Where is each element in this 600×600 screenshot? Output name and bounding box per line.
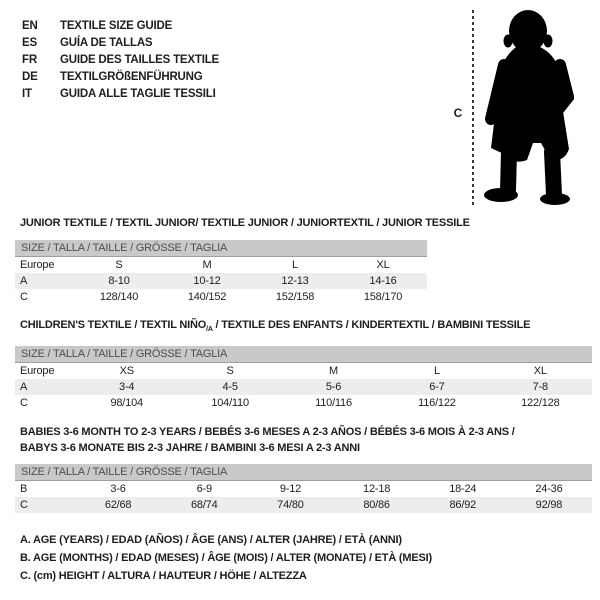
footnote-b: B. AGE (MONTHS) / EDAD (MESES) / ÂGE (MOIS) / ALTER (MONATE) / ETÀ (MESI) [20,552,432,564]
language-title: GUÍA DE TALLAS [60,36,153,49]
language-item-en [22,17,219,34]
section-title-line1: BABIES 3-6 MONTH TO 2-3 YEARS / BEBÉS 3-6 MESES A 2-3 AÑOS / BÉBÉS 3-6 MOIS À 2-3 ANS / [20,426,515,438]
row-label: A [20,381,28,393]
language-code: ES [22,36,37,49]
cell: 98/104 [110,397,143,409]
cell: 3-4 [119,381,135,393]
section-title-subscript: /A [206,326,213,334]
cell: 7-8 [532,381,548,393]
cell: 8-10 [108,275,130,287]
cell: 122/128 [521,397,560,409]
size-table-children [15,346,592,411]
table-row [15,395,592,411]
table-row [15,379,592,395]
cell: L [292,259,298,271]
cell: 116/122 [418,397,456,409]
row-label: C [20,499,28,511]
table-row [15,481,592,497]
language-code: FR [22,53,37,66]
size-table-junior [15,240,427,305]
footnotes [20,531,432,585]
cell: 152/158 [275,291,315,303]
cell: 128/140 [99,291,139,303]
section-title-text: / TEXTILE DES ENFANTS / KINDERTEXTIL / BAMBINI TESSILE [212,319,531,331]
cell: 6-7 [429,381,445,393]
cell: 158/170 [363,291,403,303]
cell: 12-13 [281,275,309,287]
cell: 9-12 [279,483,302,495]
table-row [15,363,592,379]
cell: 18-24 [449,483,477,495]
table-row [15,273,427,289]
height-label-c: C [453,106,463,120]
section-title-text: CHILDREN'S TEXTILE / TEXTIL NIÑO [20,319,207,331]
language-item-fr [22,51,219,68]
cell: 3-6 [110,483,126,495]
language-title: TEXTILE SIZE GUIDE [60,19,173,32]
size-header-bar: SIZE / TALLA / TAILLE / GRÖSSE / TAGLIA [15,240,427,257]
height-dotted-line [472,10,474,208]
cell: 74/80 [277,499,304,511]
cell: M [329,365,338,377]
table-row [15,289,427,305]
cell: 140/152 [187,291,227,303]
language-title: TEXTILGRÖßENFÜHRUNG [60,70,203,83]
size-header-bar: SIZE / TALLA / TAILLE / GRÖSSE / TAGLIA [15,464,592,481]
footnote-a: A. AGE (YEARS) / EDAD (AÑOS) / ÂGE (ANS) / ALTER (JAHRE) / ETÀ (ANNI) [20,534,402,546]
cell: L [433,365,440,377]
language-code: DE [22,70,38,83]
row-label: A [20,275,28,287]
language-code: EN [22,19,38,32]
table-row [15,497,592,513]
cell: 14-16 [369,275,397,287]
cell: 6-9 [196,483,212,495]
section-title-junior: JUNIOR TEXTILE / TEXTIL JUNIOR/ TEXTILE JUNIOR / JUNIORTEXTIL / JUNIOR TESSILE [20,217,470,229]
language-item-it [22,85,219,102]
cell: 62/68 [104,499,132,511]
row-label: B [20,483,28,495]
language-title: GUIDE DES TAILLES TEXTILE [60,53,219,66]
language-list [22,17,219,102]
cell: 104/110 [211,397,249,409]
baby-silhouette-icon [482,6,574,208]
cell: M [202,259,212,271]
cell: XL [533,365,547,377]
cell: 24-36 [535,483,563,495]
cell: XS [119,365,134,377]
section-title-children [20,318,530,338]
cell: S [226,365,234,377]
section-title-babies [20,425,515,456]
row-label: Europe [20,365,55,377]
row-label: Europe [20,259,55,271]
row-label: C [20,291,28,303]
size-header-bar: SIZE / TALLA / TAILLE / GRÖSSE / TAGLIA [15,346,592,363]
cell: 12-18 [363,483,391,495]
cell: 5-6 [325,381,342,393]
language-title: GUIDA ALLE TAGLIE TESSILI [60,87,216,100]
cell: 68/74 [190,499,218,511]
footnote-c: C. (cm) HEIGHT / ALTURA / HAUTEUR / HÖHE / ALTEZZA [20,570,307,582]
cell: 80/86 [363,499,390,511]
cell: XL [376,259,390,271]
section-title-line2: BABYS 3-6 MONATE BIS 2-3 JAHRE / BAMBINI 3-6 MESI A 2-3 ANNI [20,441,360,454]
language-item-de [22,68,219,85]
table-row [15,257,427,273]
cell: 10-12 [193,275,221,287]
cell: 86/92 [449,499,477,511]
size-table-babies [15,464,592,513]
language-code: IT [22,87,32,100]
language-item-es [22,34,219,51]
cell: 4-5 [222,381,238,393]
row-label: C [20,397,28,409]
cell: 110/116 [315,397,352,409]
cell: S [115,259,123,271]
cell: 92/98 [535,499,563,511]
